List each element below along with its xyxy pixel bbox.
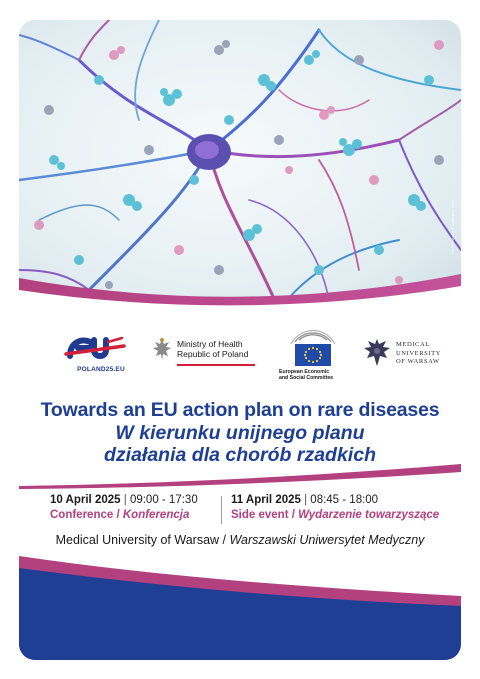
event-date: 10 April 2025 xyxy=(50,494,121,506)
event-side-event: 11 April 2025 | 08:45 - 18:00 Side event / Wydarzenie towarzyszące xyxy=(231,494,440,521)
event-date: 11 April 2025 xyxy=(231,494,301,506)
medical-university-name: MEDICAL UNIVERSITY OF WARSAW xyxy=(396,341,441,365)
poland-logo-text: POLAND25.EU xyxy=(77,366,125,373)
title-polish-line-1: W kierunku unijnego planu xyxy=(115,422,365,444)
polish-eagle-icon xyxy=(151,336,173,366)
poster xyxy=(19,20,461,660)
title-english: Towards an EU action plan on rare diseases xyxy=(40,399,440,421)
hero-image xyxy=(19,20,461,310)
venue-english: Medical University of Warsaw xyxy=(55,533,220,547)
partner-logos xyxy=(19,320,461,398)
poland-presidency-logo xyxy=(64,332,134,384)
ministry-logo-underline xyxy=(177,364,255,366)
eu-mark-icon xyxy=(64,332,134,366)
event-type-en: Side event xyxy=(231,509,289,521)
event-separator xyxy=(221,496,222,524)
eesc-logo xyxy=(277,324,349,400)
image-credit: Shutterstock / Kateryna Kon xyxy=(450,200,455,256)
event-dates xyxy=(19,493,461,527)
divider-swoosh xyxy=(19,462,461,490)
title-block xyxy=(19,398,461,466)
event-time: 08:45 - 18:00 xyxy=(310,494,379,506)
event-type-pl: Konferencja xyxy=(122,509,190,521)
ministry-of-health-logo xyxy=(151,334,263,378)
venue-polish: Warszawski Uniwersytet Medyczny xyxy=(229,533,425,547)
event-time: 09:00 - 17:30 xyxy=(129,494,198,506)
venue: Medical University of Warsaw / Warszawski Uniwersytet Medyczny xyxy=(55,533,425,547)
university-eagle-icon xyxy=(362,336,392,370)
title-polish-line-2: działania dla chorób rzadkich xyxy=(104,444,376,466)
event-type-en: Conference xyxy=(50,509,114,521)
footer-band xyxy=(19,548,461,660)
event-type-pl: Wydarzenie towarzyszące xyxy=(298,509,440,521)
eesc-name: European Economic and Social Committee xyxy=(279,369,334,382)
medical-university-logo xyxy=(362,334,452,378)
ministry-of-health-name: Ministry of Health Republic of Poland xyxy=(177,339,249,359)
eesc-emblem-icon xyxy=(277,324,349,368)
event-conference: 10 April 2025 | 09:00 - 17:30 Conference / Konferencja xyxy=(50,494,198,521)
